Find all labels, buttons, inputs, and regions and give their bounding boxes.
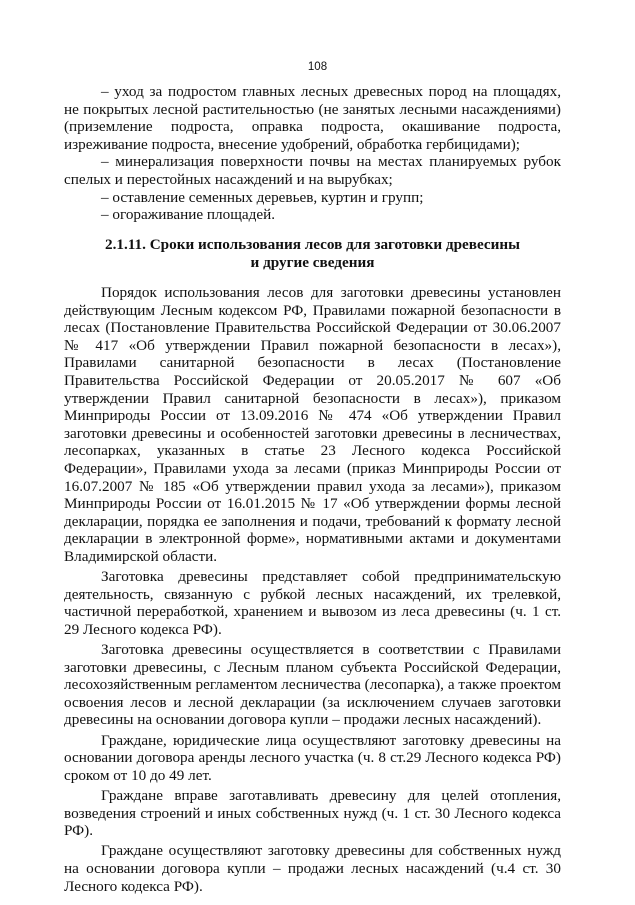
list-item: – минерализация поверхности почвы на местах планируемых рубок спелых и перестойных насаждений и на вырубках; [64, 153, 561, 188]
paragraph: Граждане осуществляют заготовку древесины для собственных нужд на основании договора купли – продажи лесных насаждений (ч.4 ст. 30 Лесного кодекса РФ). [64, 842, 561, 895]
paragraph: Заготовка древесины осуществляется в соответствии с Правилами заготовки древесины, с Лесным планом субъекта Российской Федерации, лесохозяйственным регламентом лесничества (лесопарка), а также проектом освоения лесов и лесной декларации (за исключением случаев заготовки древесины на основании договора купли – продажи лесных насаждений). [64, 641, 561, 729]
measures-list [64, 83, 561, 224]
paragraph: Порядок использования лесов для заготовки древесины установлен действующим Лесным кодексом РФ, Правилами пожарной безопасности в лесах (Постановление Правительства Российской Федерации от 30.06.2007 № 417 «Об утверждении Правил пожарной безопасности в лесах»), Правилами санитарной безопасности в лесах (Постановление Правительства Российской Федерации от 20.05.2017 № 607 «Об утверждении Правил санитарной безопасности в лесах»), приказом Минприроды России от 13.09.2016 № 474 «Об утверждении Правил заготовки древесины и особенностей заготовки древесины в лесничествах, лесопарках, указанных в статье 23 Лесного кодекса Российской Федерации», Правилами ухода за лесами (приказ Минприроды России от 16.07.2007 № 185 «Об утверждении правил ухода за лесами»), приказом Минприроды России от 16.01.2015 № 17 «Об утверждении формы лесной декларации, порядка ее заполнения и подачи, требований к формату лесной декларации в электронной форме», нормативными актами и документами Владимирской области. [64, 284, 561, 565]
section-body [64, 284, 561, 898]
list-item: – уход за подростом главных лесных древесных пород на площадях, не покрытых лесной растительностью (не занятых лесными насаждениями) (приземление подроста, оправка подроста, окашивание подроста, изреживание подроста, внесение удобрений, обработка гербицидами); [64, 83, 561, 153]
list-item: – оставление семенных деревьев, куртин и групп; [101, 188, 424, 206]
section-heading-line-1: 2.1.11. Сроки использования лесов для заготовки древесины [104, 236, 521, 253]
section-heading [64, 236, 561, 272]
paragraph: Граждане, юридические лица осуществляют заготовку древесины на основании договора аренды лесного участка (ч. 8 ст.29 Лесного кодекса РФ) сроком от 10 до 49 лет. [64, 731, 561, 784]
list-item: – огораживание площадей. [101, 206, 276, 224]
paragraph: Заготовка древесины представляет собой предпринимательскую деятельность, связанную с рубкой лесных насаждений, их трелевкой, частичной переработкой, хранением и вывозом из леса древесины (ч. 1 ст. 29 Лесного кодекса РФ). [64, 568, 561, 638]
section-heading-line-2: и другие сведения [250, 254, 375, 271]
page-number: 108 [307, 61, 328, 73]
paragraph: Граждане вправе заготавливать древесину для целей отопления, возведения строений и иных собственных нужд (ч. 1 ст. 30 Лесного кодекса РФ). [64, 787, 561, 840]
